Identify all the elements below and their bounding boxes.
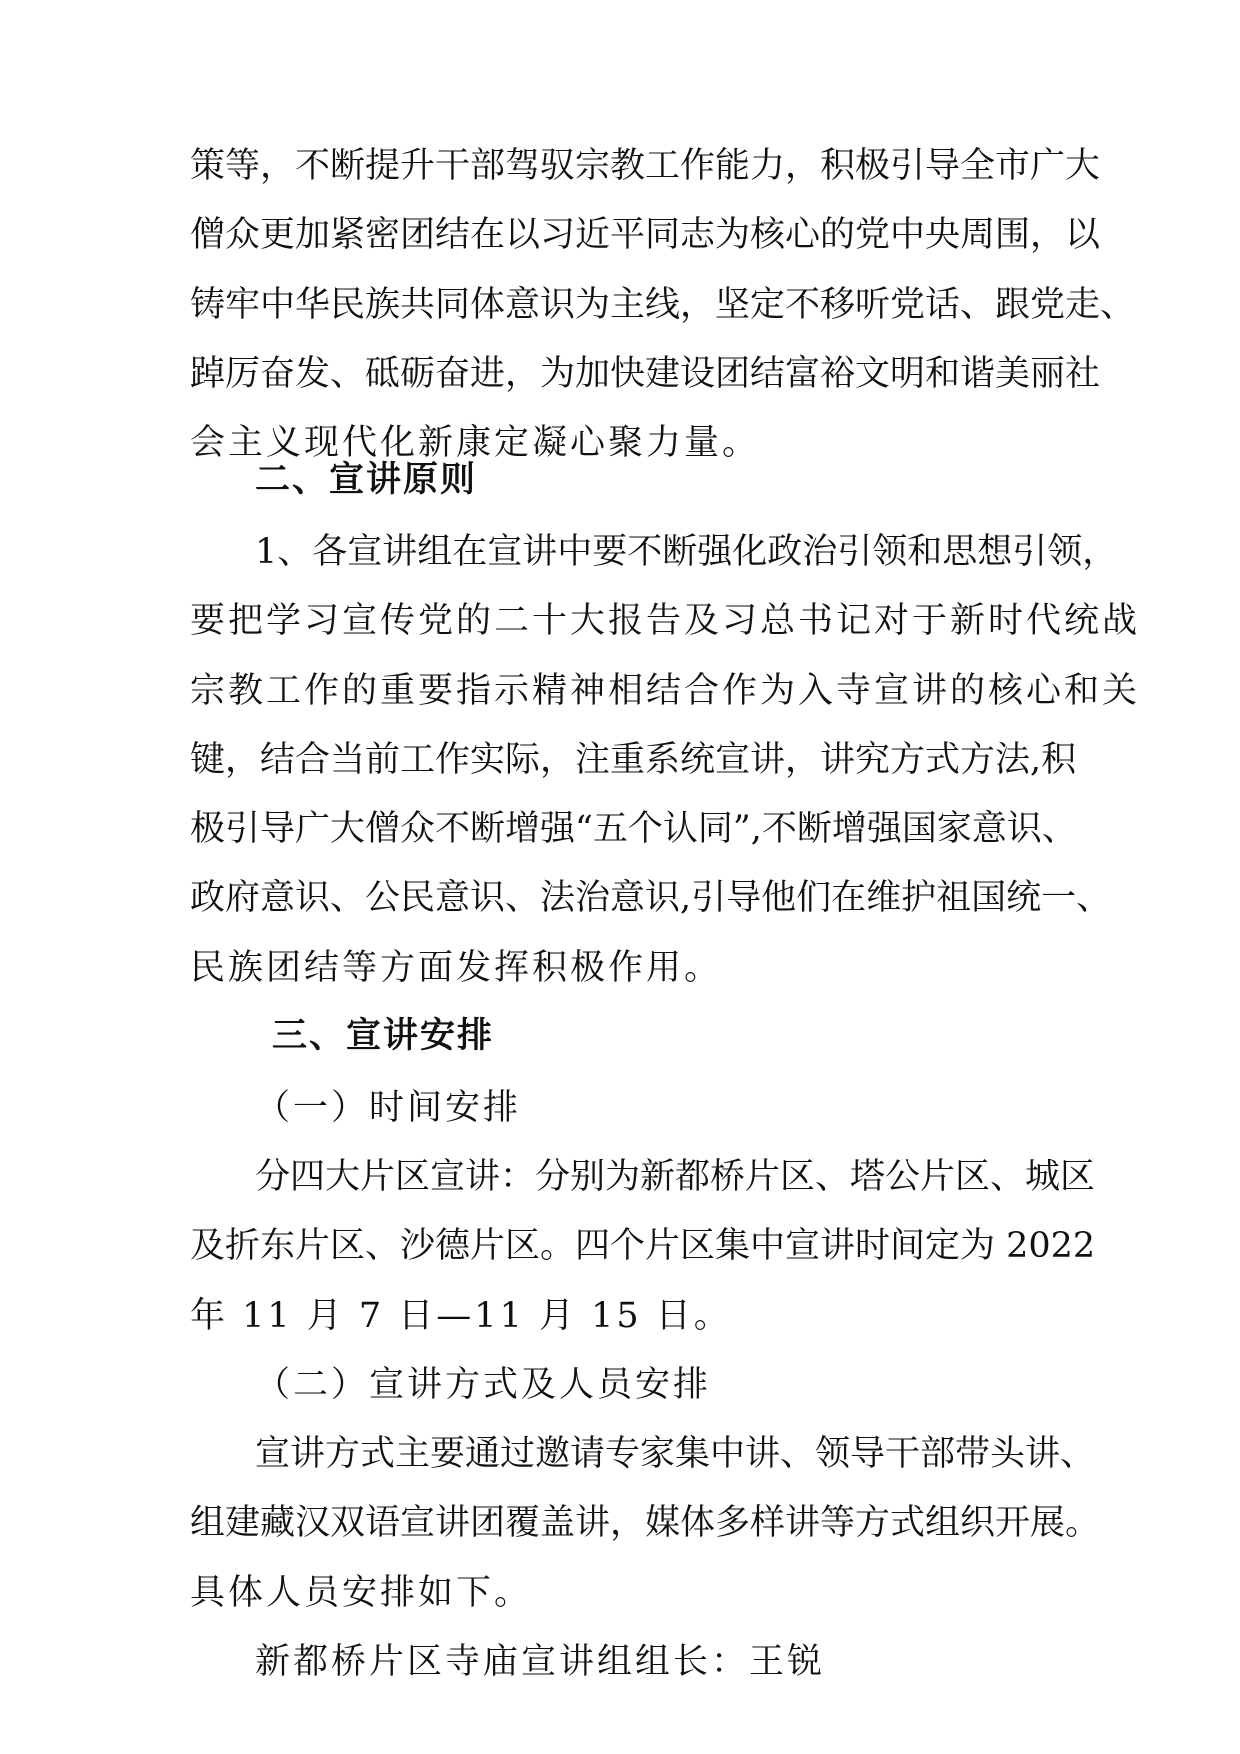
paragraph-line: 铸牢中华民族共同体意识为主线，坚定不移听党话、跟党走、 <box>190 285 1136 325</box>
paragraph-line: 政府意识、公民意识、法治意识,引导他们在维护祖国统一、 <box>190 878 1112 918</box>
paragraph-line: 民族团结等方面发挥积极作用。 <box>190 948 723 988</box>
paragraph-line: 分四大片区宣讲：分别为新都桥片区、塔公片区、城区 <box>255 1157 1096 1197</box>
paragraph-line: 具体人员安排如下。 <box>190 1573 533 1613</box>
paragraph-line: 僧众更加紧密团结在以习近平同志为核心的党中央周围，以 <box>190 215 1101 255</box>
section-heading: 二、宣讲原则 <box>255 460 478 500</box>
paragraph-line: 极引导广大僧众不断增强“五个认同”,不断增强国家意识、 <box>190 809 1077 849</box>
paragraph-line: 踔厉奋发、砥砺奋进，为加快建设团结富裕文明和谐美丽社 <box>190 354 1101 394</box>
paragraph-line: 新都桥片区寺庙宣讲组组长：王锐 <box>255 1642 826 1682</box>
paragraph-line: 键，结合当前工作实际，注重系统宣讲，讲究方式方法,积 <box>190 740 1077 780</box>
paragraph-line: 会主义现代化新康定凝心聚力量。 <box>190 423 761 463</box>
paragraph-line: 要把学习宣传党的二十大报告及习总书记对于新时代统战 <box>190 601 1141 641</box>
paragraph-line: 及折东片区、沙德片区。四个片区集中宣讲时间定为 2022 <box>190 1226 1096 1266</box>
paragraph-line: 1、各宣讲组在宣讲中要不断强化政治引领和思想引领， <box>255 532 1118 572</box>
paragraph-line: 组建藏汉双语宣讲团覆盖讲，媒体多样讲等方式组织开展。 <box>190 1503 1101 1543</box>
paragraph-line: 年 11 月 7 日—11 月 15 日。 <box>190 1296 732 1336</box>
subsection-heading: （二）宣讲方式及人员安排 <box>255 1365 712 1405</box>
paragraph-line: 宗教工作的重要指示精神相结合作为入寺宣讲的核心和关 <box>190 671 1141 711</box>
paragraph-line: 策等，不断提升干部驾驭宗教工作能力，积极引导全市广大 <box>190 146 1101 186</box>
section-heading: 三、宣讲安排 <box>272 1016 495 1056</box>
paragraph-line: 宣讲方式主要通过邀请专家集中讲、领导干部带头讲、 <box>255 1434 1096 1474</box>
subsection-heading: （一）时间安排 <box>255 1088 522 1128</box>
